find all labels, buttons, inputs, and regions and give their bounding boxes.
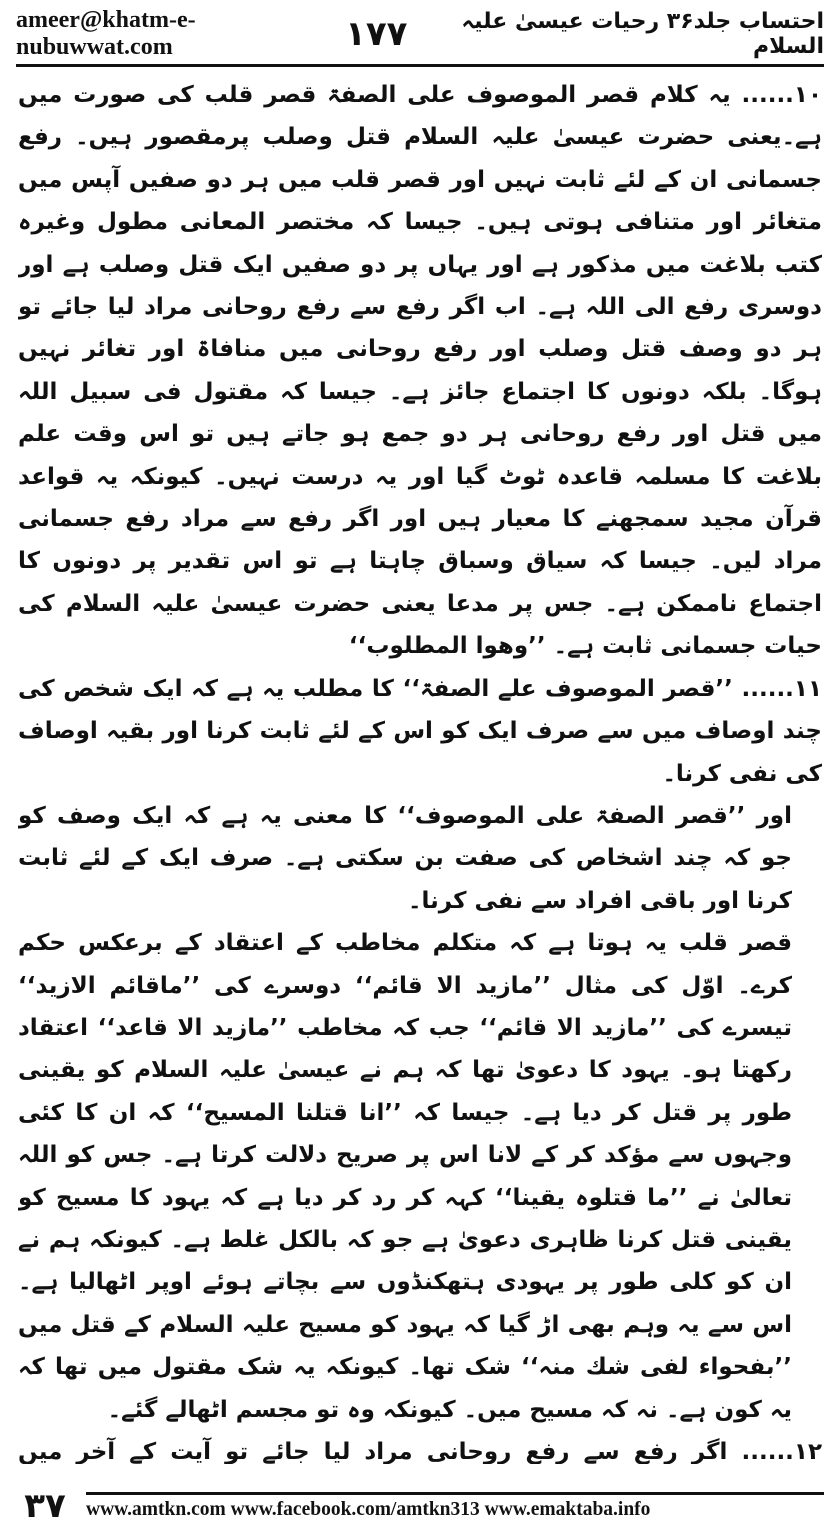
- paragraph-11: ۱۱...... ’’قصر الموصوف علے الصفۃ‘‘ کا مطلب یہ ہے کہ ایک شخص کی چند اوصاف میں سے صرف ایک کو اس کے لئے ثابت کرنا اور بقیہ اوصاف کی نفی کرنا۔: [18, 675, 822, 787]
- footer-website-links: www.amtkn.com www.facebook.com/amtkn313 www.emaktaba.info: [86, 1492, 824, 1521]
- page-footer: [16, 1486, 824, 1526]
- header-book-title: احتساب جلد۳۶ رحیات عیسیٰ علیہ السلام: [461, 9, 824, 59]
- page-body: [18, 74, 822, 1464]
- paragraph-10: ۱۰...... یہ کلام قصر الموصوف علی الصفۃ قصر قلب کی صورت میں ہے۔یعنی حضرت عیسیٰ علیہ السلام قتل وصلب پرمقصور ہیں۔ رفع جسمانی ان کے لئے ثابت نہیں اور قصر قلب میں ہر دو صفیں آپس میں متغائر اور متنافی ہوتی ہیں۔ جیسا کہ مختصر المعانی مطول وغیرہ کتب بلاغت میں مذکور ہے اور یہاں پر دو صفیں ایک قتل وصلب ہے اور دوسری رفع الی اللہ ہے۔ اب اگر رفع سے رفع روحانی مراد لیا جائے تو ہر دو وصف قتل وصلب اور رفع روحانی میں منافاۃ اور تغائر نہیں ہوگا۔ بلکہ دونوں کا اجتماع جائز ہے۔ جیسا کہ مقتول فی سبیل اللہ میں قتل اور رفع روحانی ہر دو جمع ہو جاتے ہیں تو اس وقت علم بلاغت کا مسلمہ قاعدہ ٹوٹ گیا اور یہ درست نہیں۔ کیونکہ یہ قواعد قرآن مجید سمجھنے کا معیار ہیں اور اگر رفع سے مراد رفع جسمانی مراد لیں۔ جیسا کہ سیاق وسباق چاہتا ہے تو اس تقدیر پر دونوں کا اجتماع ناممکن ہے۔ جس پر مدعا یعنی حضرت عیسیٰ علیہ السلام کی حیات جسمانی ثابت ہے۔ ’’وھوا المطلوب‘‘: [18, 82, 822, 660]
- footer-page-number: ۳۷: [24, 1486, 66, 1526]
- page-header: [16, 6, 824, 62]
- header-page-number: ۱۷۷: [345, 14, 408, 54]
- header-divider: [16, 64, 824, 67]
- paragraph-qasr-sifa: اور ’’قصر الصفۃ علی الموصوف‘‘ کا معنی یہ ہے کہ ایک وصف کو جو کہ چند اشخاص کی صفت بن سکتی ہے۔ صرف ایک کے لئے ثابت کرنا اور باقی افراد سے نفی کرنا۔: [18, 802, 792, 914]
- paragraph-12: ۱۲...... اگر رفع سے رفع روحانی مراد لیا جائے تو آیت کے آخر میں: [18, 1439, 822, 1464]
- header-email: ameer@khatm-e-nubuwwat.com: [16, 7, 196, 60]
- paragraph-qasr-qalb: قصر قلب یہ ہوتا ہے کہ متکلم مخاطب کے اعتقاد کے برعکس حکم کرے۔ اوّل کی مثال ’’مازید الا قائم‘‘ دوسرے کی ’’ماقائم الازید‘‘ تیسرے کی ’’مازید الا قائم‘‘ جب کہ مخاطب ’’مازید الا قاعد‘‘ اعتقاد رکھتا ہو۔ یہود کا دعویٰ تھا کہ ہم نے عیسیٰ علیہ السلام کو یقینی طور پر قتل کر دیا ہے۔ جیسا کہ ’’انا قتلنا المسیح‘‘ کہ ان کا کئی وجہوں سے مؤکد کر کے لانا اس پر صریح دلالت کرتا ہے۔ جس کو اللہ تعالیٰ نے ’’ما قتلوہ یقینا‘‘ کہہ کر رد کر دیا ہے کہ یہود کا مسیح کو یقینی قتل کرنا ظاہری دعویٰ ہے جو کہ بالکل غلط ہے۔ کیونکہ ہم نے ان کو کلی طور پر یہودی ہتھکنڈوں سے بچاتے ہوئے اوپر اٹھالیا ہے۔ اس سے یہ وہم بھی اڑ گیا کہ یہود کو مسیح علیہ السلام کے قتل میں ’’بفحواء لفی شك منہ‘‘ شک تھا۔ کیونکہ یہ شک مقتول میں تھا کہ یہ کون ہے۔ نہ کہ مسیح میں۔ کیونکہ وہ تو مجسم اٹھالے گئے۔: [18, 930, 792, 1423]
- header-left-group: [16, 7, 407, 61]
